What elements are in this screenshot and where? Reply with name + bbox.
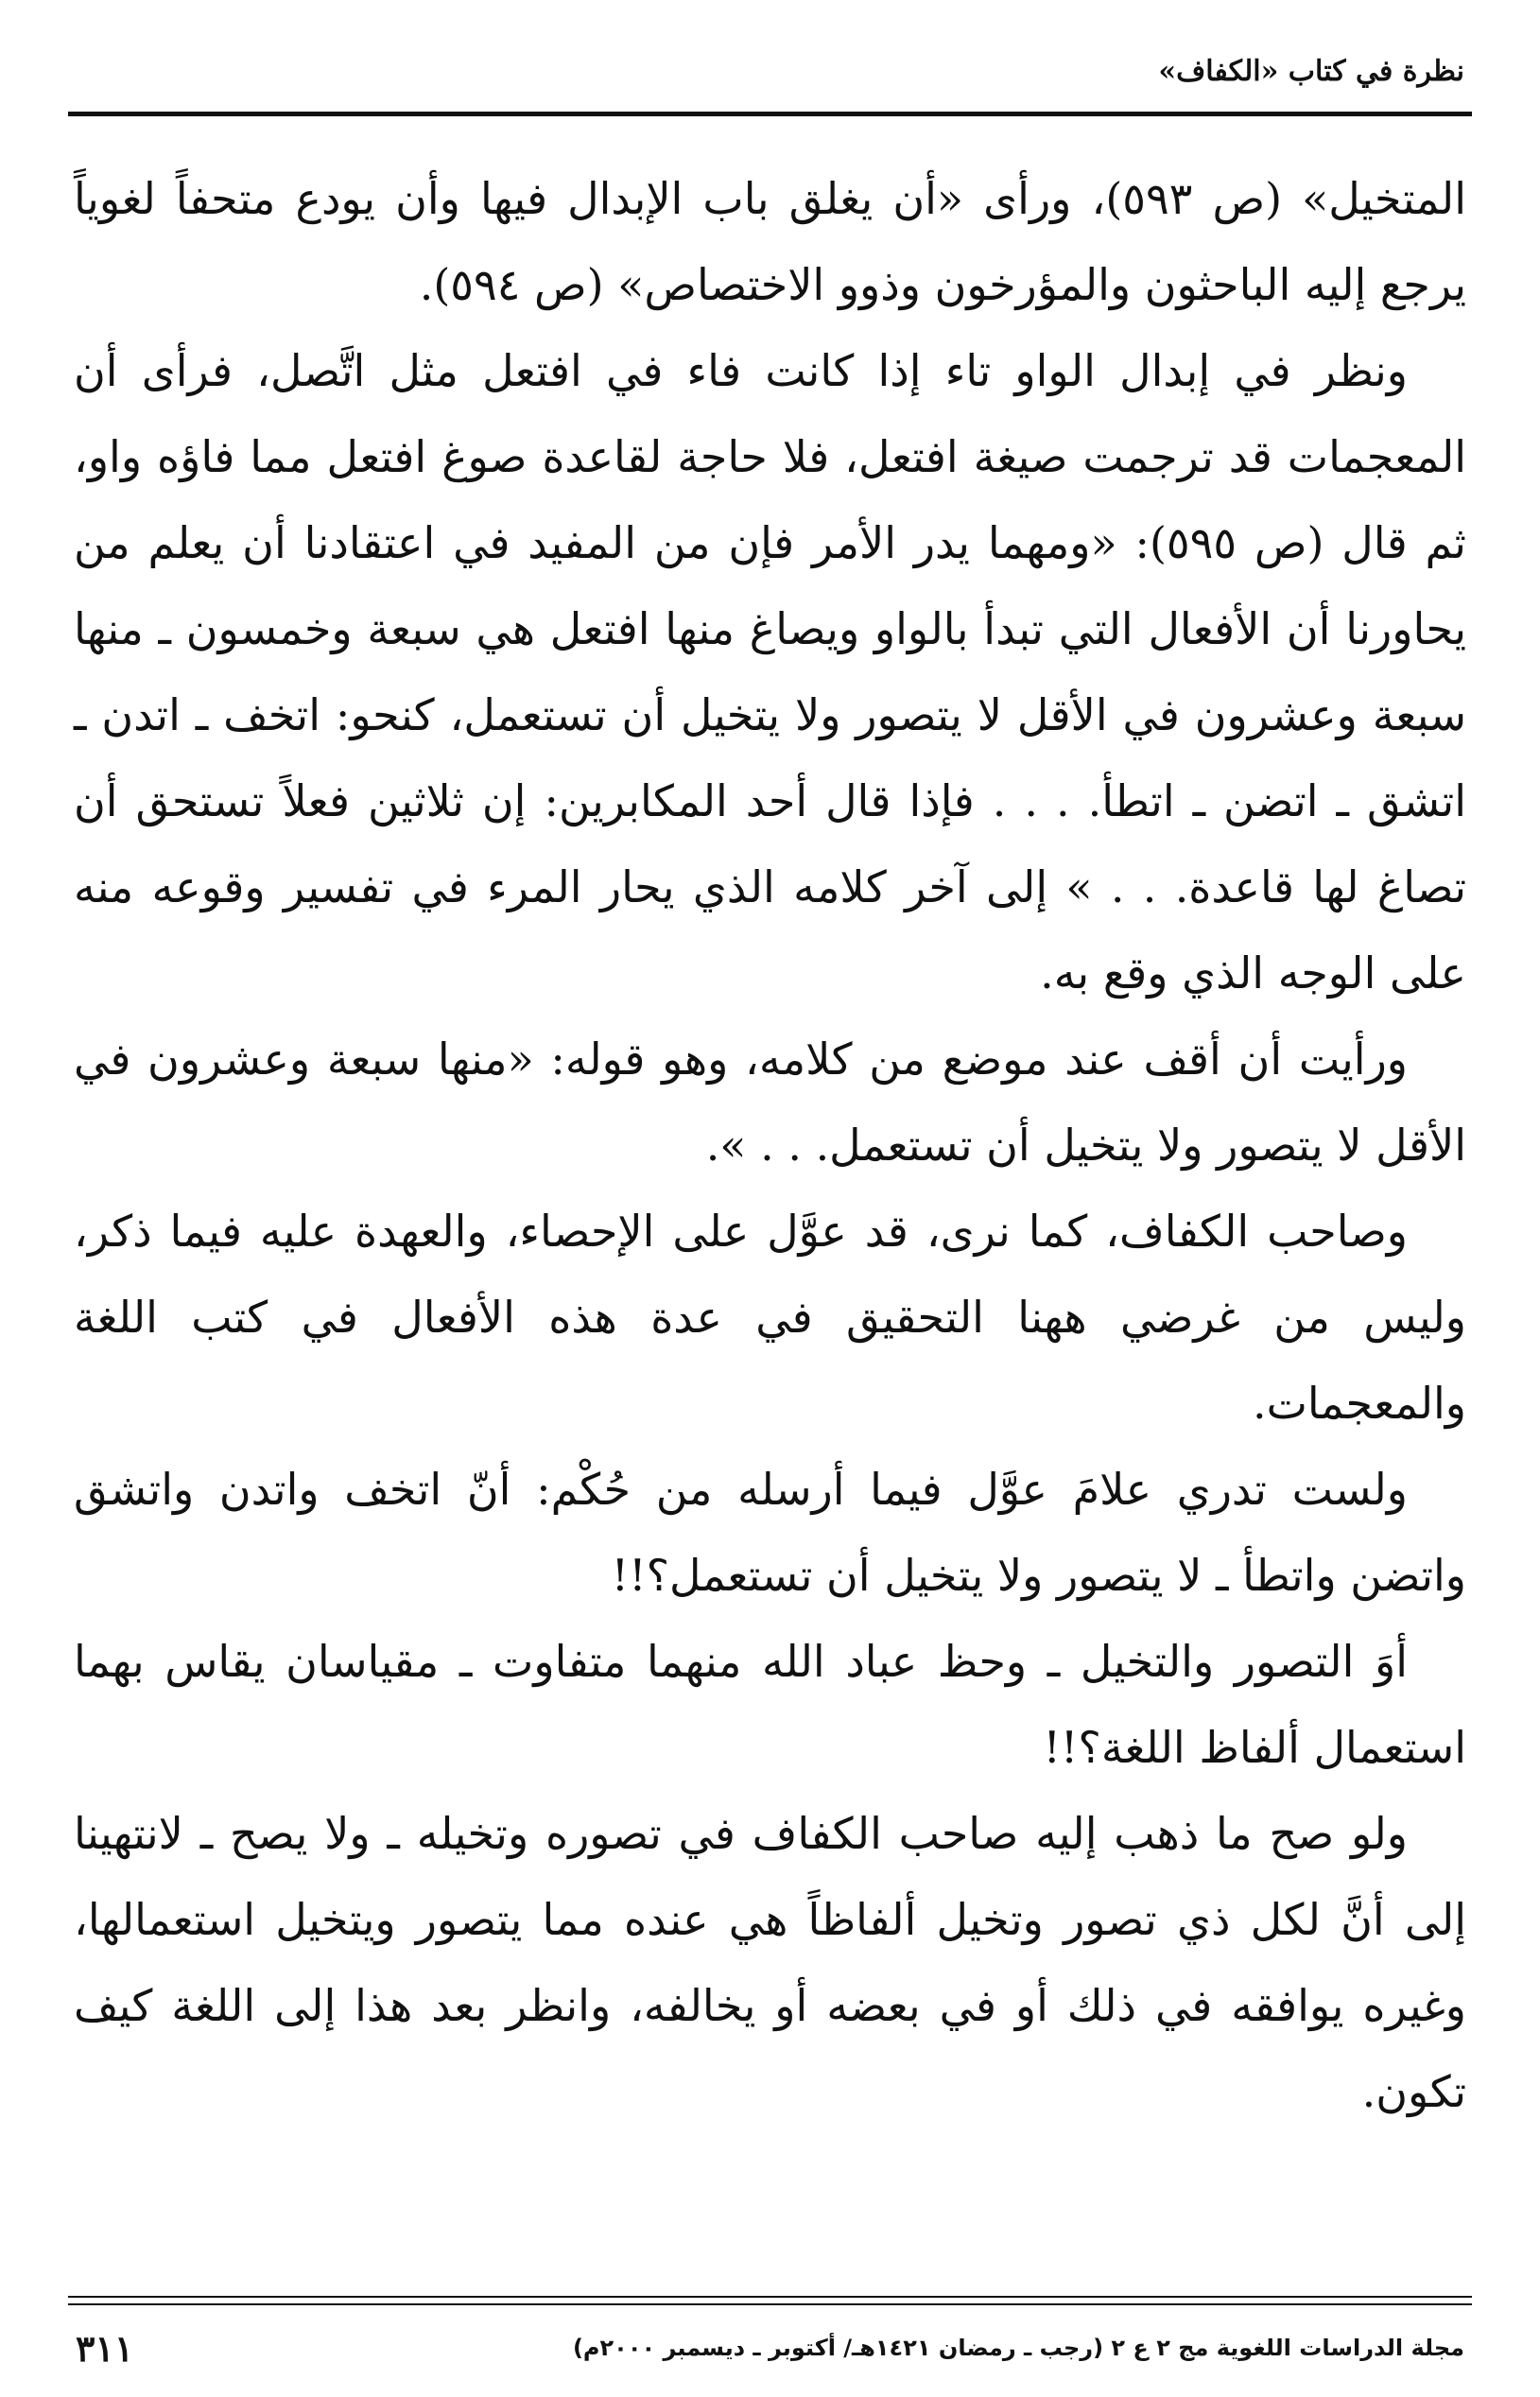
paragraph: ورأيت أن أقف عند موضع من كلامه، وهو قوله: «منها سبعة وعشرون في الأقل لا يتصور ولا يتخيل أن تستعمل. . . ». xyxy=(74,1033,1466,1171)
body-text xyxy=(74,156,1466,2135)
header-rule xyxy=(68,112,1472,116)
running-header: نظرة في كتاب «الكفاف» xyxy=(1158,55,1464,88)
page-footer xyxy=(76,2324,1464,2371)
paragraph: ونظر في إبدال الواو تاء إذا كانت فاء في افتعل مثل اتَّصل، فرأى أن المعجمات قد ترجمت صيغة افتعل، فلا حاجة لقاعدة صوغ افتعل مما فاؤه واو، ثم قال (ص ٥٩٥): «ومهما يدر الأمر فإن من المفيد في اعتقادنا أن يعلم من يحاورنا أن الأفعال التي تبدأ بالواو ويصاغ منها افتعل هي سبعة وخمسون ـ منها سبعة وعشرون في الأقل لا يتصور ولا يتخيل أن تستعمل، كنحو: اتخف ـ اتدن ـ اتشق ـ اتضن ـ اتطأ. . . . فإذا قال أحد المكابرين: إن ثلاثين فعلاً تستحق أن تصاغ لها قاعدة. . . » إلى آخر كلامه الذي يحار المرء في تفسير وقوعه منه على الوجه الذي وقع به. xyxy=(74,345,1466,999)
footer-rule xyxy=(68,2303,1472,2305)
paragraph: ولست تدري علامَ عوَّل فيما أرسله من حُكْم: أنّ اتخف واتدن واتشق واتضن واتطأ ـ لا يتصور ولا يتخيل أن تستعمل؟!! xyxy=(74,1464,1466,1601)
paragraph-continuation: المتخيل» (ص ٥٩٣)، ورأى «أن يغلق باب الإبدال فيها وأن يودع متحفاً لغوياً يرجع إليه الباحثون والمؤرخون وذوو الاختصاص» (ص ٥٩٤). xyxy=(74,173,1466,310)
footer-rule xyxy=(68,2296,1472,2298)
page-number: ٣١١ xyxy=(76,2326,134,2370)
paragraph: وصاحب الكفاف، كما نرى، قد عوَّل على الإحصاء، والعهدة عليه فيما ذكر، وليس من غرضي ههنا التحقيق في عدة هذه الأفعال في كتب اللغة والمعجمات. xyxy=(74,1206,1466,1429)
paragraph: أوَ التصور والتخيل ـ وحظ عباد الله منهما متفاوت ـ مقياسان يقاس بهما استعمال ألفاظ اللغة؟!! xyxy=(74,1636,1466,1773)
journal-citation: مجلة الدراسات اللغوية مج ٢ ع ٢ (رجب ـ رمضان ١٤٢١هـ/ أكتوبر ـ ديسمبر ٢٠٠٠م) xyxy=(572,2335,1464,2361)
paragraph: ولو صح ما ذهب إليه صاحب الكفاف في تصوره وتخيله ـ ولا يصح ـ لانتهينا إلى أنَّ لكل ذي تصور وتخيل ألفاظاً هي عنده مما يتصور ويتخيل استعمالها، وغيره يوافقه في ذلك أو في بعضه أو يخالفه، وانظر بعد هذا إلى اللغة كيف تكون. xyxy=(74,1808,1466,2117)
